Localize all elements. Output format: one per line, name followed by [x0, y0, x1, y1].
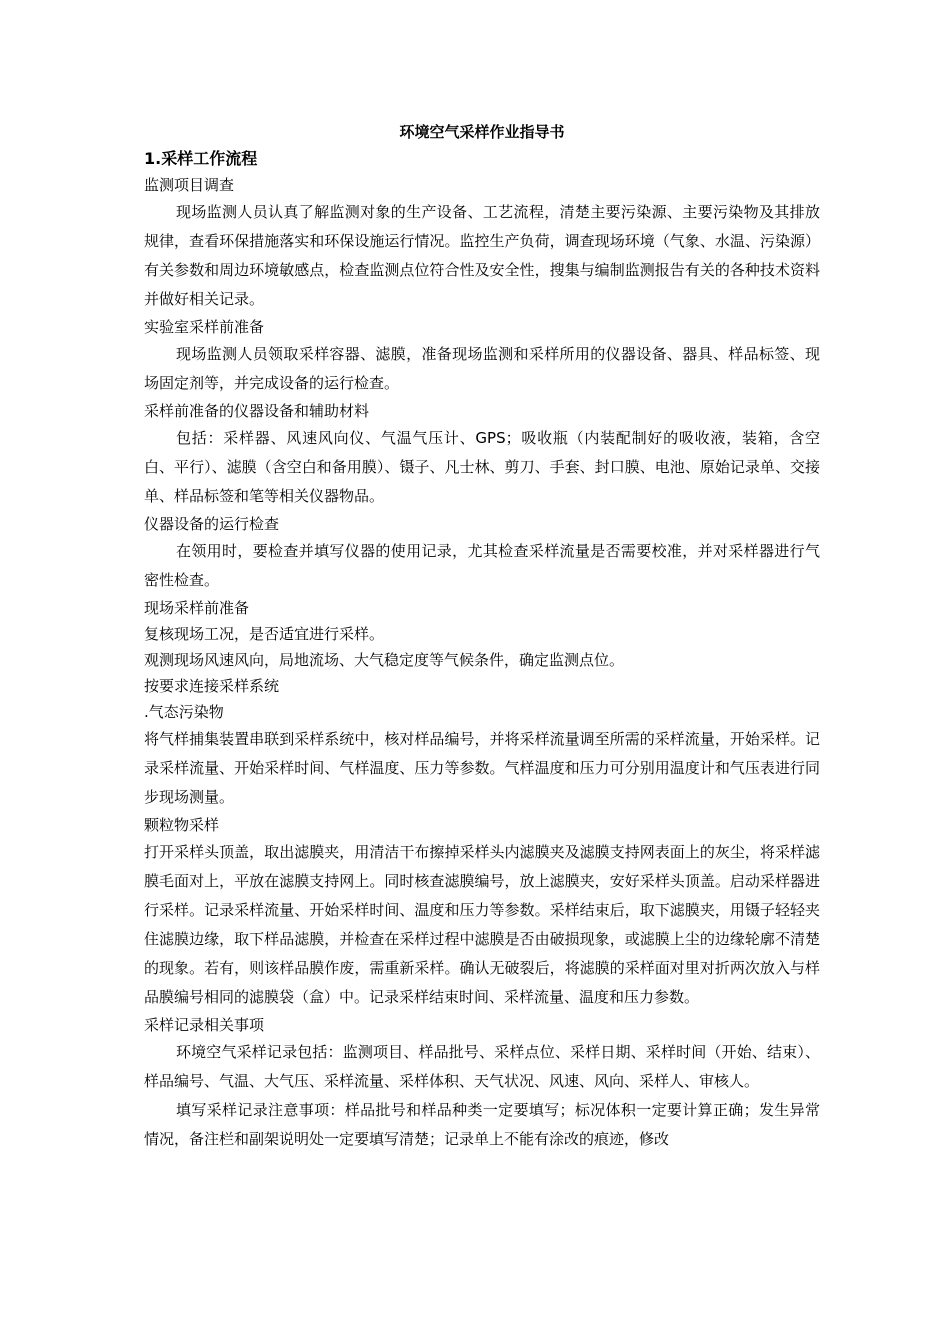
paragraph: 环境空气采样记录包括：监测项目、样品批号、采样点位、采样日期、采样时间（开始、结束）、样品编号、气温、大气压、采样流量、采样体积、天气状况、风速、风向、采样人、审核人。 — [144, 1043, 820, 1090]
paragraph: 包括：采样器、风速风向仪、气温气压计、GPS；吸收瓶（内装配制好的吸收液，装箱，含空白、平行）、滤膜（含空白和备用膜）、镊子、凡士林、剪刀、手套、封口膜、电池、原始记录单、交接单、样品标签和笔等相关仪器物品。 — [144, 429, 820, 505]
sub-heading: 观测现场风速风向，局地流场、大气稳定度等气候条件，确定监测点位。 — [144, 651, 625, 669]
section-heading: 1.采样工作流程 — [144, 149, 258, 168]
sub-heading: 采样前准备的仪器设备和辅助材料 — [144, 402, 370, 420]
paragraph: 在领用时，要检查并填写仪器的使用记录，尤其检查采样流量是否需要校准，并对采样器进行气密性检查。 — [144, 542, 820, 589]
sub-heading: 复核现场工况，是否适宜进行采样。 — [144, 625, 385, 643]
sub-heading: 采样记录相关事项 — [144, 1016, 265, 1034]
sub-heading: 按要求连接采样系统 — [144, 677, 280, 695]
sub-heading: 现场采样前准备 — [144, 599, 250, 617]
paragraph: 将气样捕集装置串联到采样系统中，核对样品编号，并将采样流量调至所需的采样流量，开始采样。记录采样流量、开始采样时间、气样温度、压力等参数。气样温度和压力可分别用温度计和气压表进行同步现场测量。 — [144, 730, 820, 806]
sub-heading: 颗粒物采样 — [144, 816, 220, 834]
document-title: 环境空气采样作业指导书 — [399, 123, 565, 141]
sub-heading: 仪器设备的运行检查 — [144, 515, 280, 533]
paragraph: 现场监测人员认真了解监测对象的生产设备、工艺流程，清楚主要污染源、主要污染物及其排放规律，查看环保措施落实和环保设施运行情况。监控生产负荷，调查现场环境（气象、水温、污染源）有关参数和周边环境敏感点，检查监测点位符合性及安全性，搜集与编制监测报告有关的各种技术资料并做好相关记录。 — [144, 203, 820, 308]
sub-heading: 实验室采样前准备 — [144, 318, 265, 336]
paragraph: 填写采样记录注意事项：样品批号和样品种类一定要填写；标况体积一定要计算正确；发生异常情况，备注栏和副架说明处一定要填写清楚；记录单上不能有涂改的痕迹，修改 — [144, 1101, 820, 1148]
paragraph: 现场监测人员领取采样容器、滤膜，准备现场监测和采样所用的仪器设备、器具、样品标签、现场固定剂等，并完成设备的运行检查。 — [144, 345, 820, 392]
paragraph: 打开采样头顶盖，取出滤膜夹，用清洁干布擦掉采样头内滤膜夹及滤膜支持网表面上的灰尘，将采样滤膜毛面对上，平放在滤膜支持网上。同时核查滤膜编号，放上滤膜夹，安好采样头顶盖。启动采样器进行采样。记录采样流量、开始采样时间、温度和压力等参数。采样结束后，取下滤膜夹，用镊子轻轻夹住滤膜边缘，取下样品滤膜，并检查在采样过程中滤膜是否由破损现象，或滤膜上尘的边缘轮廓不清楚的现象。若有，则该样品膜作废，需重新采样。确认无破裂后，将滤膜的采样面对里对折两次放入与样品膜编号相同的滤膜袋（盒）中。记录采样结束时间、采样流量、温度和压力参数。 — [144, 843, 820, 1006]
sub-heading: 监测项目调查 — [144, 176, 235, 194]
document-page — [144, 118, 820, 1154]
sub-heading: .气态污染物 — [144, 703, 224, 721]
section-body — [144, 172, 820, 1154]
